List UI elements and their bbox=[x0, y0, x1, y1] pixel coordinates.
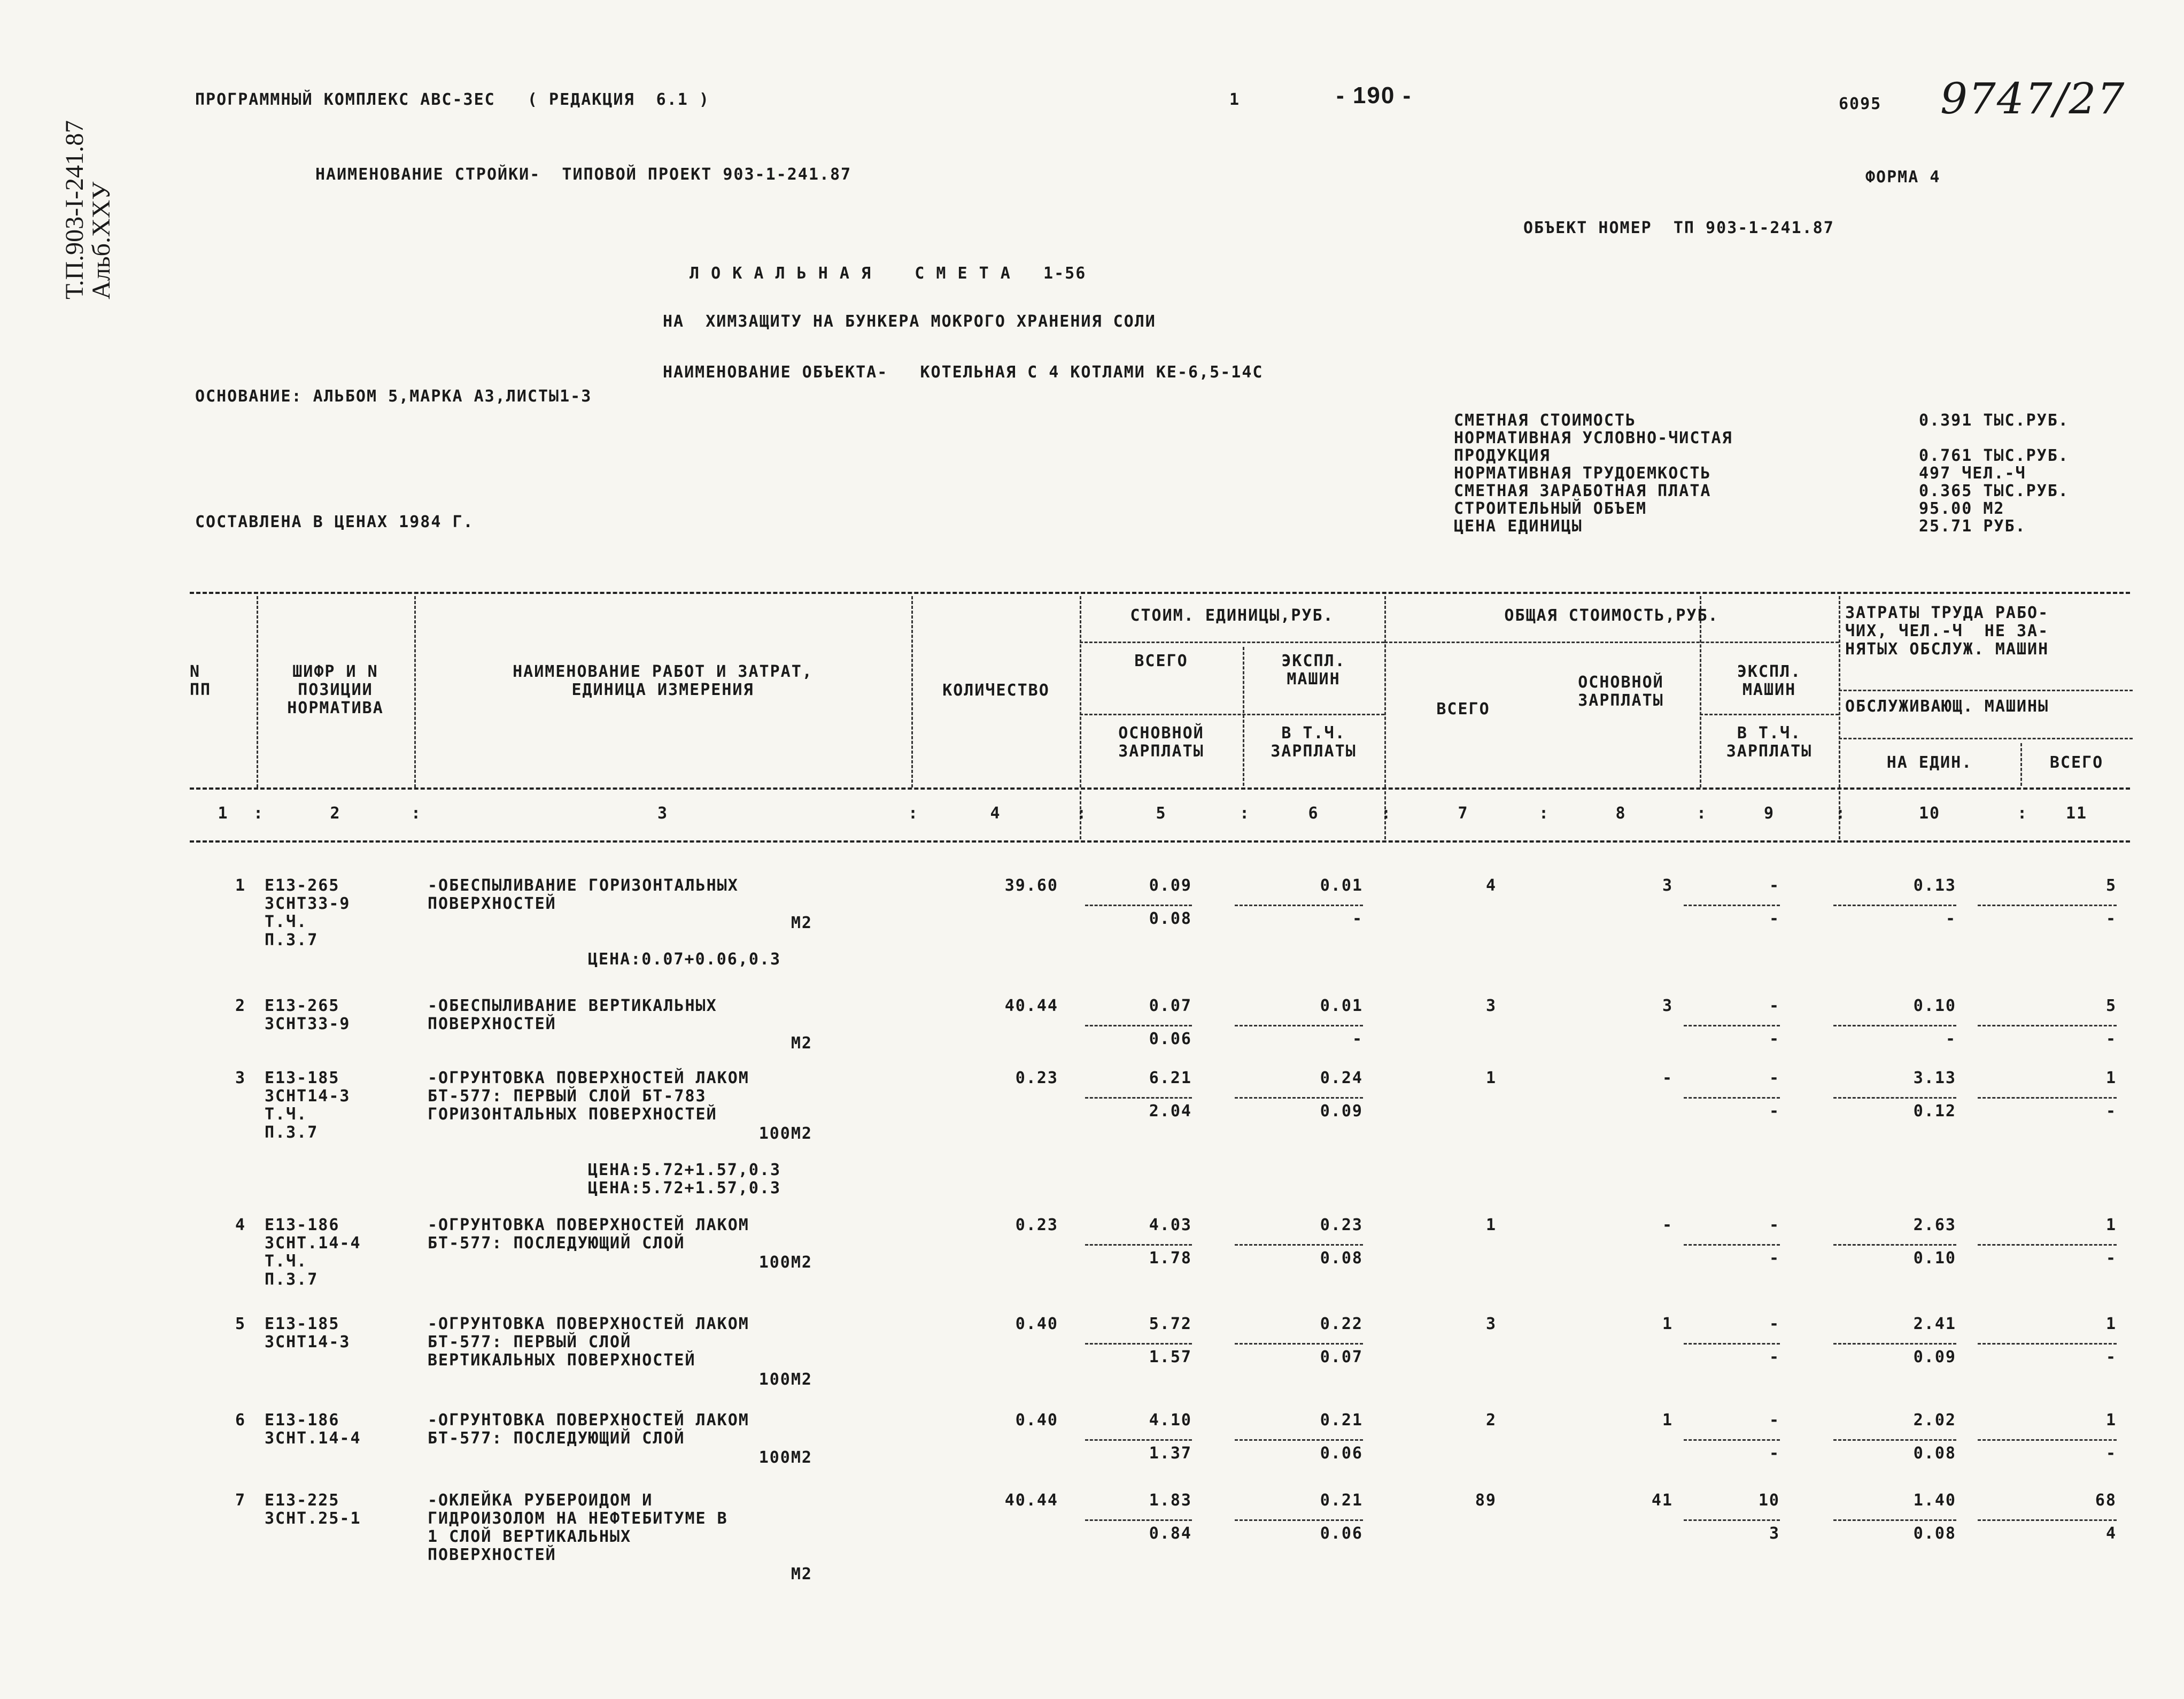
row-machine-labor-unit: 0.08 bbox=[1913, 1444, 1956, 1463]
row-number: 5 bbox=[235, 1315, 246, 1333]
column-group-machine-labor: ОБСЛУЖИВАЮЩ. МАШИНЫ bbox=[1845, 697, 2049, 716]
column-separator: : bbox=[2017, 804, 2028, 823]
row-unit-machine-salary: 0.09 bbox=[1320, 1102, 1363, 1121]
row-labor-total: 1 bbox=[2105, 1411, 2117, 1430]
column-number: 9 bbox=[1763, 804, 1775, 823]
summary-label: ПРОДУКЦИЯ bbox=[1454, 446, 1551, 465]
summary-label: СМЕТНАЯ СТОИМОСТЬ bbox=[1454, 411, 1637, 430]
row-subrule bbox=[1684, 1439, 1780, 1441]
row-machine-salary: - bbox=[1769, 909, 1780, 928]
subheader-rule bbox=[1839, 690, 2133, 691]
row-labor-total: 68 bbox=[2095, 1491, 2117, 1510]
row-labor-total: 5 bbox=[2105, 997, 2117, 1015]
row-unit-salary: 1.37 bbox=[1149, 1444, 1192, 1463]
row-machines: - bbox=[1769, 1069, 1780, 1087]
row-number: 2 bbox=[235, 997, 246, 1015]
row-subrule bbox=[1085, 1343, 1192, 1345]
subheader-rule bbox=[1080, 642, 1384, 643]
row-description: -ОГРУНТОВКА ПОВЕРХНОСТЕЙ ЛАКОМ БТ-577: ПОСЛЕДУЮЩИЙ СЛОЙ bbox=[428, 1216, 749, 1253]
row-quantity: 0.40 bbox=[1015, 1411, 1058, 1430]
column-number: 1 bbox=[218, 804, 229, 823]
row-subrule bbox=[1235, 1025, 1363, 1026]
row-labor-unit: 2.63 bbox=[1913, 1216, 1956, 1234]
row-description: -ОГРУНТОВКА ПОВЕРХНОСТЕЙ ЛАКОМ БТ-577: ПЕРВЫЙ СЛОЙ ВЕРТИКАЛЬНЫХ ПОВЕРХНОСТЕЙ bbox=[428, 1315, 749, 1370]
row-unit-salary: 0.84 bbox=[1149, 1524, 1192, 1543]
row-quantity: 40.44 bbox=[1004, 997, 1058, 1015]
column-separator: : bbox=[411, 804, 422, 823]
column-separator: : bbox=[1240, 804, 1251, 823]
row-subrule bbox=[1833, 1097, 1956, 1099]
column-number: 6 bbox=[1308, 804, 1319, 823]
column-header-quantity: КОЛИЧЕСТВО bbox=[942, 681, 1050, 700]
column-header-machines: ЭКСПЛ. МАШИН bbox=[1737, 662, 1802, 699]
row-subrule bbox=[1978, 905, 2117, 906]
column-number: 3 bbox=[657, 804, 669, 823]
row-subrule bbox=[1085, 1097, 1192, 1099]
row-unit-machine-salary: - bbox=[1352, 909, 1363, 928]
column-separator: : bbox=[1836, 804, 1847, 823]
column-header-code: ШИФР И N ПОЗИЦИИ НОРМАТИВА bbox=[287, 662, 384, 717]
row-subrule bbox=[1833, 905, 1956, 906]
row-subrule bbox=[1684, 1097, 1780, 1099]
row-total: 1 bbox=[1485, 1216, 1497, 1234]
row-machine-labor-unit: 0.08 bbox=[1913, 1524, 1956, 1543]
row-number: 4 bbox=[235, 1216, 246, 1234]
column-number: 10 bbox=[1918, 804, 1941, 823]
row-salary: 41 bbox=[1651, 1491, 1673, 1510]
table-top-rule bbox=[190, 592, 2130, 594]
row-machines: - bbox=[1769, 1315, 1780, 1333]
column-separator: : bbox=[1381, 804, 1392, 823]
row-unit-salary: 0.08 bbox=[1149, 909, 1192, 928]
object-name: НАИМЕНОВАНИЕ ОБЪЕКТА- КОТЕЛЬНАЯ С 4 КОТЛАМИ КЕ-6,5-14С bbox=[663, 363, 1264, 382]
row-labor-unit: 2.41 bbox=[1913, 1315, 1956, 1333]
row-code: Е13-186 ЗСНТ.14-4 Т.Ч. П.3.7 bbox=[265, 1216, 361, 1289]
column-separator: : bbox=[253, 804, 265, 823]
row-subrule bbox=[1085, 1244, 1192, 1246]
column-separator: : bbox=[908, 804, 919, 823]
row-unit: М2 bbox=[791, 1034, 812, 1053]
row-unit-machines: 0.01 bbox=[1320, 997, 1363, 1015]
column-header-total: ВСЕГО bbox=[1436, 700, 1490, 719]
column-header-machines-unit: ЭКСПЛ. МАШИН bbox=[1281, 652, 1346, 689]
row-labor-total: 1 bbox=[2105, 1216, 2117, 1234]
row-machines: - bbox=[1769, 997, 1780, 1015]
column-group-total-cost: ОБЩАЯ СТОИМОСТЬ,РУБ. bbox=[1504, 606, 1719, 625]
row-unit-salary: 2.04 bbox=[1149, 1102, 1192, 1121]
row-unit-total: 4.03 bbox=[1149, 1216, 1192, 1234]
doc-code: 6095 bbox=[1839, 95, 1882, 113]
subheader-rule bbox=[1384, 642, 1839, 643]
row-price-note: ЦЕНА:0.07+0.06,0.3 bbox=[588, 950, 781, 969]
row-subrule bbox=[1833, 1244, 1956, 1246]
column-separator: : bbox=[1539, 804, 1550, 823]
row-machines: - bbox=[1769, 876, 1780, 895]
row-number: 3 bbox=[235, 1069, 246, 1087]
row-unit-machine-salary: 0.08 bbox=[1320, 1249, 1363, 1268]
row-machine-labor-total: - bbox=[2105, 1249, 2117, 1268]
row-quantity: 40.44 bbox=[1004, 1491, 1058, 1510]
row-number: 6 bbox=[235, 1411, 246, 1430]
row-total: 4 bbox=[1485, 876, 1497, 895]
column-header-machine-salary: В Т.Ч. ЗАРПЛАТЫ bbox=[1726, 724, 1813, 761]
row-code: Е13-185 ЗСНТ14-3 bbox=[265, 1315, 351, 1352]
row-number: 1 bbox=[235, 876, 246, 895]
row-total: 2 bbox=[1485, 1411, 1497, 1430]
row-unit-total: 4.10 bbox=[1149, 1411, 1192, 1430]
row-price-note: ЦЕНА:5.72+1.57,0.3 ЦЕНА:5.72+1.57,0.3 bbox=[588, 1161, 781, 1198]
object-number: ОБЪЕКТ НОМЕР ТП 903-1-241.87 bbox=[1523, 219, 1834, 237]
row-machine-salary: - bbox=[1769, 1444, 1780, 1463]
row-subrule bbox=[1833, 1343, 1956, 1345]
row-salary: - bbox=[1662, 1069, 1673, 1087]
row-machine-labor-unit: 0.09 bbox=[1913, 1348, 1956, 1366]
column-divider bbox=[911, 596, 913, 787]
row-subrule bbox=[1978, 1439, 2117, 1441]
side-stamp: Т.П.903-I-241.87 Альб.XXУ bbox=[60, 120, 115, 299]
subheader-rule bbox=[1839, 738, 2133, 739]
row-unit-machines: 0.23 bbox=[1320, 1216, 1363, 1234]
basis: ОСНОВАНИЕ: АЛЬБОМ 5,МАРКА АЗ,ЛИСТЫ1-3 bbox=[195, 387, 592, 406]
row-labor-unit: 2.02 bbox=[1913, 1411, 1956, 1430]
row-subrule bbox=[1978, 1244, 2117, 1246]
numbers-rule bbox=[190, 840, 2130, 843]
row-subrule bbox=[1085, 1025, 1192, 1026]
row-machine-labor-total: - bbox=[2105, 909, 2117, 928]
row-quantity: 0.23 bbox=[1015, 1069, 1058, 1087]
row-unit: М2 bbox=[791, 914, 812, 932]
row-labor-unit: 3.13 bbox=[1913, 1069, 1956, 1087]
row-code: Е13-186 ЗСНТ.14-4 bbox=[265, 1411, 361, 1448]
row-unit-total: 0.07 bbox=[1149, 997, 1192, 1015]
row-machine-salary: - bbox=[1769, 1348, 1780, 1366]
row-machine-labor-unit: 0.12 bbox=[1913, 1102, 1956, 1121]
summary-value: 25.71 РУБ. bbox=[1919, 517, 2026, 536]
row-machine-labor-total: - bbox=[2105, 1348, 2117, 1366]
row-salary: - bbox=[1662, 1216, 1673, 1234]
row-total: 1 bbox=[1485, 1069, 1497, 1087]
row-quantity: 39.60 bbox=[1004, 876, 1058, 895]
row-machine-salary: - bbox=[1769, 1102, 1780, 1121]
row-salary: 3 bbox=[1662, 876, 1673, 895]
summary-value: 497 ЧЕЛ.-Ч bbox=[1919, 464, 2026, 483]
row-code: Е13-265 ЗСНТ33-9 Т.Ч. П.3.7 bbox=[265, 876, 351, 949]
column-divider bbox=[414, 596, 416, 787]
column-group-unit-cost: СТОИМ. ЕДИНИЦЫ,РУБ. bbox=[1130, 606, 1334, 625]
summary-value: 0.761 ТЫС.РУБ. bbox=[1919, 446, 2069, 465]
row-unit-machine-salary: 0.06 bbox=[1320, 1524, 1363, 1543]
row-subrule bbox=[1235, 905, 1363, 906]
row-code: Е13-225 ЗСНТ.25-1 bbox=[265, 1491, 361, 1528]
row-subrule bbox=[1684, 1519, 1780, 1521]
column-divider bbox=[257, 596, 258, 787]
row-machines: - bbox=[1769, 1411, 1780, 1430]
row-total: 3 bbox=[1485, 997, 1497, 1015]
row-machines: - bbox=[1769, 1216, 1780, 1234]
price-basis: СОСТАВЛЕНА В ЦЕНАХ 1984 Г. bbox=[195, 513, 474, 531]
row-unit: 100М2 bbox=[758, 1370, 812, 1389]
row-unit-salary: 1.78 bbox=[1149, 1249, 1192, 1268]
row-machine-labor-total: - bbox=[2105, 1102, 2117, 1121]
summary-value: 0.365 ТЫС.РУБ. bbox=[1919, 482, 2069, 500]
row-description: -ОБЕСПЫЛИВАНИЕ ВЕРТИКАЛЬНЫХ ПОВЕРХНОСТЕЙ bbox=[428, 997, 717, 1033]
column-number: 8 bbox=[1615, 804, 1627, 823]
row-subrule bbox=[1085, 1519, 1192, 1521]
summary-label: НОРМАТИВНАЯ УСЛОВНО-ЧИСТАЯ bbox=[1454, 429, 1733, 447]
column-header-name: НАИМЕНОВАНИЕ РАБОТ И ЗАТРАТ, ЕДИНИЦА ИЗМЕРЕНИЯ bbox=[513, 662, 813, 699]
construction-name: НАИМЕНОВАНИЕ СТРОЙКИ- ТИПОВОЙ ПРОЕКТ 903-1-241.87 bbox=[315, 165, 852, 184]
row-machine-salary: - bbox=[1769, 1030, 1780, 1048]
row-total: 3 bbox=[1485, 1315, 1497, 1333]
row-unit: 100М2 bbox=[758, 1253, 812, 1272]
row-description: -ОБЕСПЫЛИВАНИЕ ГОРИЗОНТАЛЬНЫХ ПОВЕРХНОСТЕЙ bbox=[428, 876, 739, 913]
row-machine-labor-total: - bbox=[2105, 1444, 2117, 1463]
row-unit-total: 1.83 bbox=[1149, 1491, 1192, 1510]
row-labor-unit: 0.10 bbox=[1913, 997, 1956, 1015]
row-description: -ОГРУНТОВКА ПОВЕРХНОСТЕЙ ЛАКОМ БТ-577: ПОСЛЕДУЮЩИЙ СЛОЙ bbox=[428, 1411, 749, 1448]
row-unit-salary: 1.57 bbox=[1149, 1348, 1192, 1366]
row-unit-machines: 0.01 bbox=[1320, 876, 1363, 895]
subheader-rule bbox=[1700, 714, 1839, 715]
row-machine-salary: - bbox=[1769, 1249, 1780, 1268]
row-machine-salary: 3 bbox=[1769, 1524, 1780, 1543]
row-subrule bbox=[1235, 1343, 1363, 1345]
row-unit: 100М2 bbox=[758, 1124, 812, 1143]
header-rule bbox=[190, 787, 2130, 790]
row-quantity: 0.23 bbox=[1015, 1216, 1058, 1234]
row-description: -ОКЛЕЙКА РУБЕРОИДОМ И ГИДРОИЗОЛОМ НА НЕФТЕБИТУМЕ В 1 СЛОЙ ВЕРТИКАЛЬНЫХ ПОВЕРХНОСТЕЙ bbox=[428, 1491, 728, 1564]
row-unit-machine-salary: 0.06 bbox=[1320, 1444, 1363, 1463]
subheader-rule bbox=[1080, 714, 1384, 715]
software-line: ПРОГРАММНЫЙ КОМПЛЕКС АВС-3ЕС ( РЕДАКЦИЯ 6.1 ) bbox=[195, 90, 710, 109]
page-one: 1 bbox=[1229, 90, 1241, 109]
row-salary: 1 bbox=[1662, 1411, 1673, 1430]
column-header-n: N ПП bbox=[190, 662, 212, 699]
column-header-salary: ОСНОВНОЙ ЗАРПЛАТЫ bbox=[1578, 673, 1664, 710]
row-unit-machine-salary: - bbox=[1352, 1030, 1363, 1048]
row-subrule bbox=[1235, 1244, 1363, 1246]
row-number: 7 bbox=[235, 1491, 246, 1510]
row-labor-total: 1 bbox=[2105, 1315, 2117, 1333]
row-machine-labor-total: 4 bbox=[2105, 1524, 2117, 1543]
row-subrule bbox=[1235, 1097, 1363, 1099]
row-labor-unit: 1.40 bbox=[1913, 1491, 1956, 1510]
row-subrule bbox=[1833, 1519, 1956, 1521]
summary-label: СМЕТНАЯ ЗАРАБОТНАЯ ПЛАТА bbox=[1454, 482, 1711, 500]
document-title: Л О К А Л Ь Н А Я С М Е Т А 1-56 bbox=[690, 264, 1087, 283]
row-subrule bbox=[1684, 1025, 1780, 1026]
row-salary: 3 bbox=[1662, 997, 1673, 1015]
column-number: 11 bbox=[2065, 804, 2088, 823]
row-unit-machines: 0.21 bbox=[1320, 1491, 1363, 1510]
column-number: 7 bbox=[1458, 804, 1469, 823]
row-subrule bbox=[1978, 1097, 2117, 1099]
row-unit-total: 6.21 bbox=[1149, 1069, 1192, 1087]
row-subrule bbox=[1833, 1439, 1956, 1441]
row-unit-machines: 0.22 bbox=[1320, 1315, 1363, 1333]
column-number: 2 bbox=[330, 804, 341, 823]
row-code: Е13-185 ЗСНТ14-3 Т.Ч. П.3.7 bbox=[265, 1069, 351, 1142]
summary-value: 0.391 ТЫС.РУБ. bbox=[1919, 411, 2069, 430]
row-subrule bbox=[1235, 1439, 1363, 1441]
row-unit-total: 0.09 bbox=[1149, 876, 1192, 895]
row-unit-total: 5.72 bbox=[1149, 1315, 1192, 1333]
row-unit-salary: 0.06 bbox=[1149, 1030, 1192, 1048]
row-subrule bbox=[1833, 1025, 1956, 1026]
column-separator: : bbox=[1697, 804, 1708, 823]
page-number: - 190 - bbox=[1336, 82, 1412, 109]
row-subrule bbox=[1978, 1025, 2117, 1026]
summary-label: ЦЕНА ЕДИНИЦЫ bbox=[1454, 517, 1583, 536]
form-label: ФОРМА 4 bbox=[1865, 168, 1941, 187]
row-unit-machine-salary: 0.07 bbox=[1320, 1348, 1363, 1366]
column-group-labor: ЗАТРАТЫ ТРУДА РАБО- ЧИХ, ЧЕЛ.-Ч НЕ ЗА- НЯТЫХ ОБСЛУЖ. МАШИН bbox=[1845, 604, 2049, 659]
row-total: 89 bbox=[1475, 1491, 1497, 1510]
row-description: -ОГРУНТОВКА ПОВЕРХНОСТЕЙ ЛАКОМ БТ-577: ПЕРВЫЙ СЛОЙ БТ-783 ГОРИЗОНТАЛЬНЫХ ПОВЕРХНОСТЕЙ bbox=[428, 1069, 749, 1124]
row-machines: 10 bbox=[1758, 1491, 1780, 1510]
row-subrule bbox=[1684, 1343, 1780, 1345]
row-quantity: 0.40 bbox=[1015, 1315, 1058, 1333]
row-labor-total: 5 bbox=[2105, 876, 2117, 895]
row-subrule bbox=[1085, 905, 1192, 906]
handwritten-number: 9747/27 bbox=[1940, 74, 2126, 123]
document-subtitle: НА ХИМЗАЩИТУ НА БУНКЕРА МОКРОГО ХРАНЕНИЯ СОЛИ bbox=[663, 312, 1156, 331]
summary-label: НОРМАТИВНАЯ ТРУДОЕМКОСТЬ bbox=[1454, 464, 1711, 483]
column-header-per-unit: НА ЕДИН. bbox=[1886, 753, 1973, 772]
row-subrule bbox=[1978, 1343, 2117, 1345]
row-machine-labor-total: - bbox=[2105, 1030, 2117, 1048]
column-header-machine-salary-unit: В Т.Ч. ЗАРПЛАТЫ bbox=[1271, 724, 1357, 761]
row-subrule bbox=[1235, 1519, 1363, 1521]
column-number: 4 bbox=[990, 804, 1001, 823]
row-machine-labor-unit: 0.10 bbox=[1913, 1249, 1956, 1268]
row-subrule bbox=[1978, 1519, 2117, 1521]
row-unit: 100М2 bbox=[758, 1448, 812, 1467]
row-unit-machines: 0.21 bbox=[1320, 1411, 1363, 1430]
column-number: 5 bbox=[1156, 804, 1167, 823]
row-subrule bbox=[1085, 1439, 1192, 1441]
column-header-salary-unit: ОСНОВНОЙ ЗАРПЛАТЫ bbox=[1118, 724, 1204, 761]
column-separator: : bbox=[1076, 804, 1088, 823]
row-machine-labor-unit: - bbox=[1945, 1030, 1956, 1048]
summary-label: СТРОИТЕЛЬНЫЙ ОБЪЕМ bbox=[1454, 499, 1647, 518]
row-code: Е13-265 ЗСНТ33-9 bbox=[265, 997, 351, 1033]
column-header-total-labor: ВСЕГО bbox=[2049, 753, 2104, 772]
row-subrule bbox=[1684, 1244, 1780, 1246]
row-machine-labor-unit: - bbox=[1945, 909, 1956, 928]
row-subrule bbox=[1684, 905, 1780, 906]
row-unit-machines: 0.24 bbox=[1320, 1069, 1363, 1087]
row-labor-unit: 0.13 bbox=[1913, 876, 1956, 895]
row-labor-total: 1 bbox=[2105, 1069, 2117, 1087]
row-unit: М2 bbox=[791, 1565, 812, 1584]
column-header-total-unit: ВСЕГО bbox=[1134, 652, 1188, 670]
summary-value: 95.00 М2 bbox=[1919, 499, 2005, 518]
row-salary: 1 bbox=[1662, 1315, 1673, 1333]
